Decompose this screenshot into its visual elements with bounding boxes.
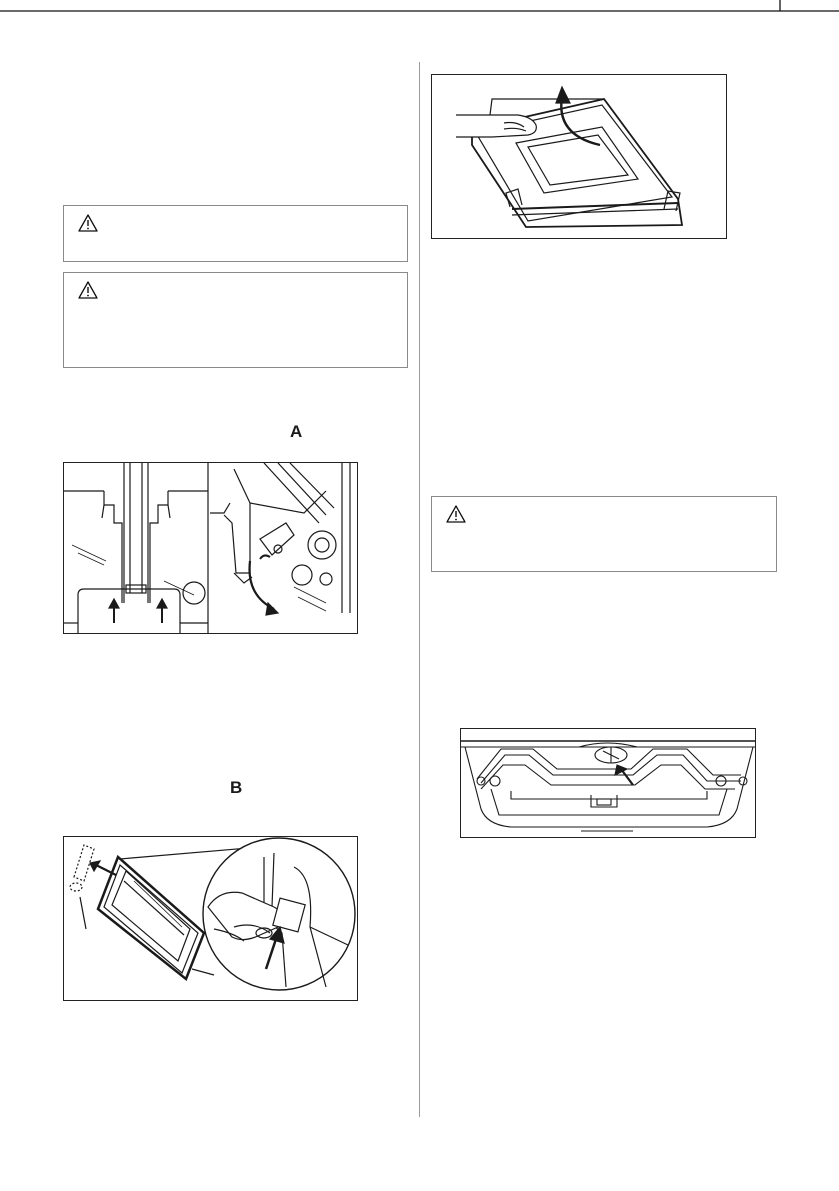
warning-triangle-icon [78,214,98,232]
warning-triangle-icon [78,281,98,299]
warning-triangle-icon [446,505,466,523]
hinge-lever-figure [63,462,358,634]
door-removal-figure [431,74,727,239]
step-label-b: B [230,778,243,797]
oven-door-hinge-illustration [64,463,358,634]
warning-box-1 [63,205,408,262]
oven-door-lift-illustration [432,75,727,239]
heating-element-figure [460,728,756,838]
grill-heating-element-illustration [461,729,756,838]
column-divider [419,62,420,1117]
warning-box-3 [431,496,777,572]
step-label-a: A [290,422,303,441]
page-header-rule [0,0,839,20]
warning-box-2 [63,272,408,368]
door-glass-panel-illustration [64,837,358,1001]
door-glass-release-figure [63,836,358,1001]
